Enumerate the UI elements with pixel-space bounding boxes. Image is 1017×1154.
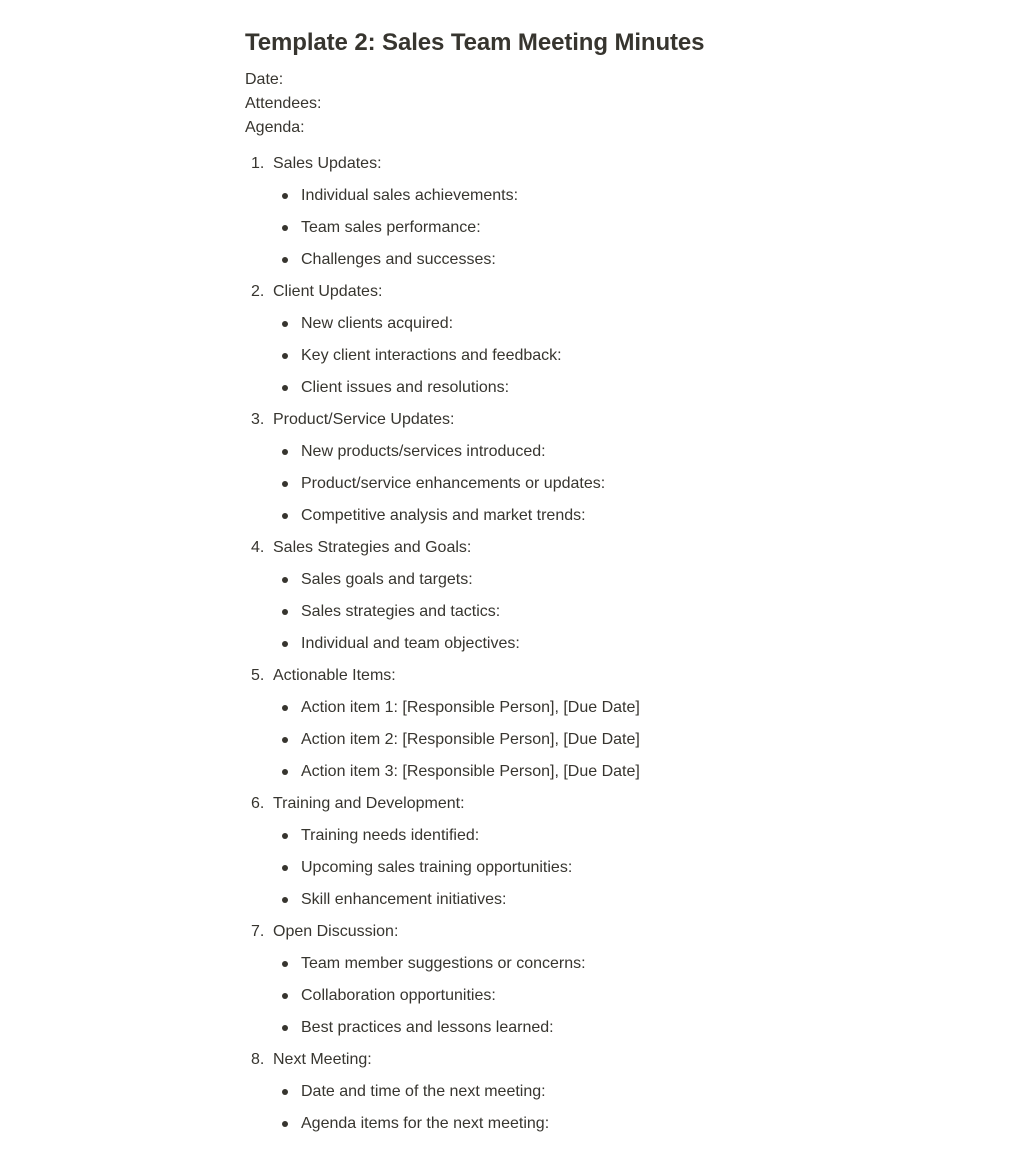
section-number: 1. (251, 155, 265, 172)
bullet-icon (245, 628, 301, 660)
agenda-sub-item (245, 436, 785, 468)
agenda-sub-item-text: Challenges and successes: (301, 251, 496, 268)
agenda-sub-item-text: New products/services introduced: (301, 443, 546, 460)
section-number: 7. (251, 923, 265, 940)
agenda-sub-item-text: Action item 2: [Responsible Person], [Due Date] (301, 731, 640, 748)
agenda-sub-list (245, 692, 785, 788)
bullet-icon (245, 436, 301, 468)
section-number: 4. (251, 539, 265, 556)
agenda-sub-list (245, 1076, 785, 1140)
bullet-icon (245, 1076, 301, 1108)
agenda-label: Agenda: (245, 119, 305, 136)
agenda-sub-item (245, 500, 785, 532)
agenda-sub-item (245, 948, 785, 980)
bullet-icon (245, 692, 301, 724)
section-heading-text: Product/Service Updates: (273, 411, 455, 428)
agenda-sub-item (245, 1012, 785, 1044)
agenda-sub-item (245, 692, 785, 724)
agenda-sub-item (245, 628, 785, 660)
agenda-section (245, 276, 785, 404)
agenda-section (245, 404, 785, 532)
bullet-icon (245, 852, 301, 884)
bullet-icon (245, 180, 301, 212)
section-heading-text: Sales Updates: (273, 155, 382, 172)
agenda-sub-list (245, 180, 785, 276)
bullet-icon (245, 980, 301, 1012)
agenda-sub-item (245, 468, 785, 500)
section-number: 6. (251, 795, 265, 812)
agenda-sub-item-text: Key client interactions and feedback: (301, 347, 562, 364)
section-heading-text: Open Discussion: (273, 923, 399, 940)
section-number: 8. (251, 1051, 265, 1068)
agenda-sub-item-text: Upcoming sales training opportunities: (301, 859, 573, 876)
agenda-section (245, 532, 785, 660)
bullet-icon (245, 372, 301, 404)
agenda-list (245, 148, 785, 1140)
agenda-sub-item (245, 212, 785, 244)
bullet-icon (245, 244, 301, 276)
agenda-section-heading (245, 1044, 785, 1076)
agenda-sub-item-text: Collaboration opportunities: (301, 987, 496, 1004)
agenda-sub-item-text: Client issues and resolutions: (301, 379, 510, 396)
agenda-sub-item-text: Action item 3: [Responsible Person], [Due Date] (301, 763, 640, 780)
agenda-sub-item-text: Agenda items for the next meeting: (301, 1115, 550, 1132)
agenda-sub-item (245, 852, 785, 884)
agenda-sub-item (245, 884, 785, 916)
agenda-sub-item (245, 180, 785, 212)
agenda-sub-item-text: Team member suggestions or concerns: (301, 955, 586, 972)
agenda-sub-item-text: Skill enhancement initiatives: (301, 891, 507, 908)
section-heading-text: Sales Strategies and Goals: (273, 539, 472, 556)
agenda-section-heading (245, 532, 785, 564)
bullet-icon (245, 596, 301, 628)
agenda-sub-item (245, 756, 785, 788)
agenda-sub-item (245, 820, 785, 852)
agenda-sub-item-text: Sales strategies and tactics: (301, 603, 501, 620)
agenda-sub-item (245, 308, 785, 340)
bullet-icon (245, 212, 301, 244)
agenda-sub-item (245, 340, 785, 372)
bullet-icon (245, 724, 301, 756)
date-label: Date: (245, 71, 284, 88)
agenda-sub-list (245, 308, 785, 404)
agenda-sub-item-text: Training needs identified: (301, 827, 480, 844)
agenda-section (245, 788, 785, 916)
agenda-section (245, 916, 785, 1044)
agenda-sub-list (245, 948, 785, 1044)
agenda-section-heading (245, 660, 785, 692)
bullet-icon (245, 340, 301, 372)
bullet-icon (245, 756, 301, 788)
agenda-section (245, 660, 785, 788)
agenda-section-heading (245, 916, 785, 948)
bullet-icon (245, 564, 301, 596)
agenda-sub-list (245, 564, 785, 660)
agenda-section (245, 148, 785, 276)
agenda-sub-item-text: Competitive analysis and market trends: (301, 507, 586, 524)
agenda-sub-list (245, 820, 785, 916)
agenda-sub-item (245, 1108, 785, 1140)
bullet-icon (245, 1012, 301, 1044)
bullet-icon (245, 500, 301, 532)
agenda-section-heading (245, 276, 785, 308)
bullet-icon (245, 1108, 301, 1140)
section-number: 3. (251, 411, 265, 428)
section-heading-text: Client Updates: (273, 283, 383, 300)
bullet-icon (245, 948, 301, 980)
agenda-sub-item (245, 1076, 785, 1108)
agenda-sub-item (245, 244, 785, 276)
agenda-section-heading (245, 148, 785, 180)
section-heading-text: Training and Development: (273, 795, 465, 812)
section-number: 2. (251, 283, 265, 300)
section-heading-text: Actionable Items: (273, 667, 396, 684)
agenda-sub-item (245, 980, 785, 1012)
attendees-label: Attendees: (245, 95, 322, 112)
section-number: 5. (251, 667, 265, 684)
agenda-section (245, 1044, 785, 1140)
agenda-sub-item (245, 372, 785, 404)
document (245, 26, 785, 1140)
agenda-sub-list (245, 436, 785, 532)
agenda-section-heading (245, 788, 785, 820)
agenda-sub-item (245, 596, 785, 628)
section-heading-text: Next Meeting: (273, 1051, 372, 1068)
agenda-sub-item (245, 724, 785, 756)
agenda-sub-item-text: Date and time of the next meeting: (301, 1083, 546, 1100)
bullet-icon (245, 468, 301, 500)
meeting-meta (245, 68, 785, 140)
agenda-sub-item-text: Best practices and lessons learned: (301, 1019, 554, 1036)
bullet-icon (245, 308, 301, 340)
bullet-icon (245, 820, 301, 852)
bullet-icon (245, 884, 301, 916)
agenda-sub-item (245, 564, 785, 596)
agenda-section-heading (245, 404, 785, 436)
page-title: Template 2: Sales Team Meeting Minutes (245, 29, 705, 56)
agenda-sub-item-text: Sales goals and targets: (301, 571, 473, 588)
agenda-sub-item-text: Action item 1: [Responsible Person], [Due Date] (301, 699, 640, 716)
agenda-sub-item-text: Individual sales achievements: (301, 187, 519, 204)
agenda-sub-item-text: New clients acquired: (301, 315, 454, 332)
agenda-sub-item-text: Team sales performance: (301, 219, 481, 236)
agenda-sub-item-text: Product/service enhancements or updates: (301, 475, 606, 492)
agenda-sub-item-text: Individual and team objectives: (301, 635, 520, 652)
